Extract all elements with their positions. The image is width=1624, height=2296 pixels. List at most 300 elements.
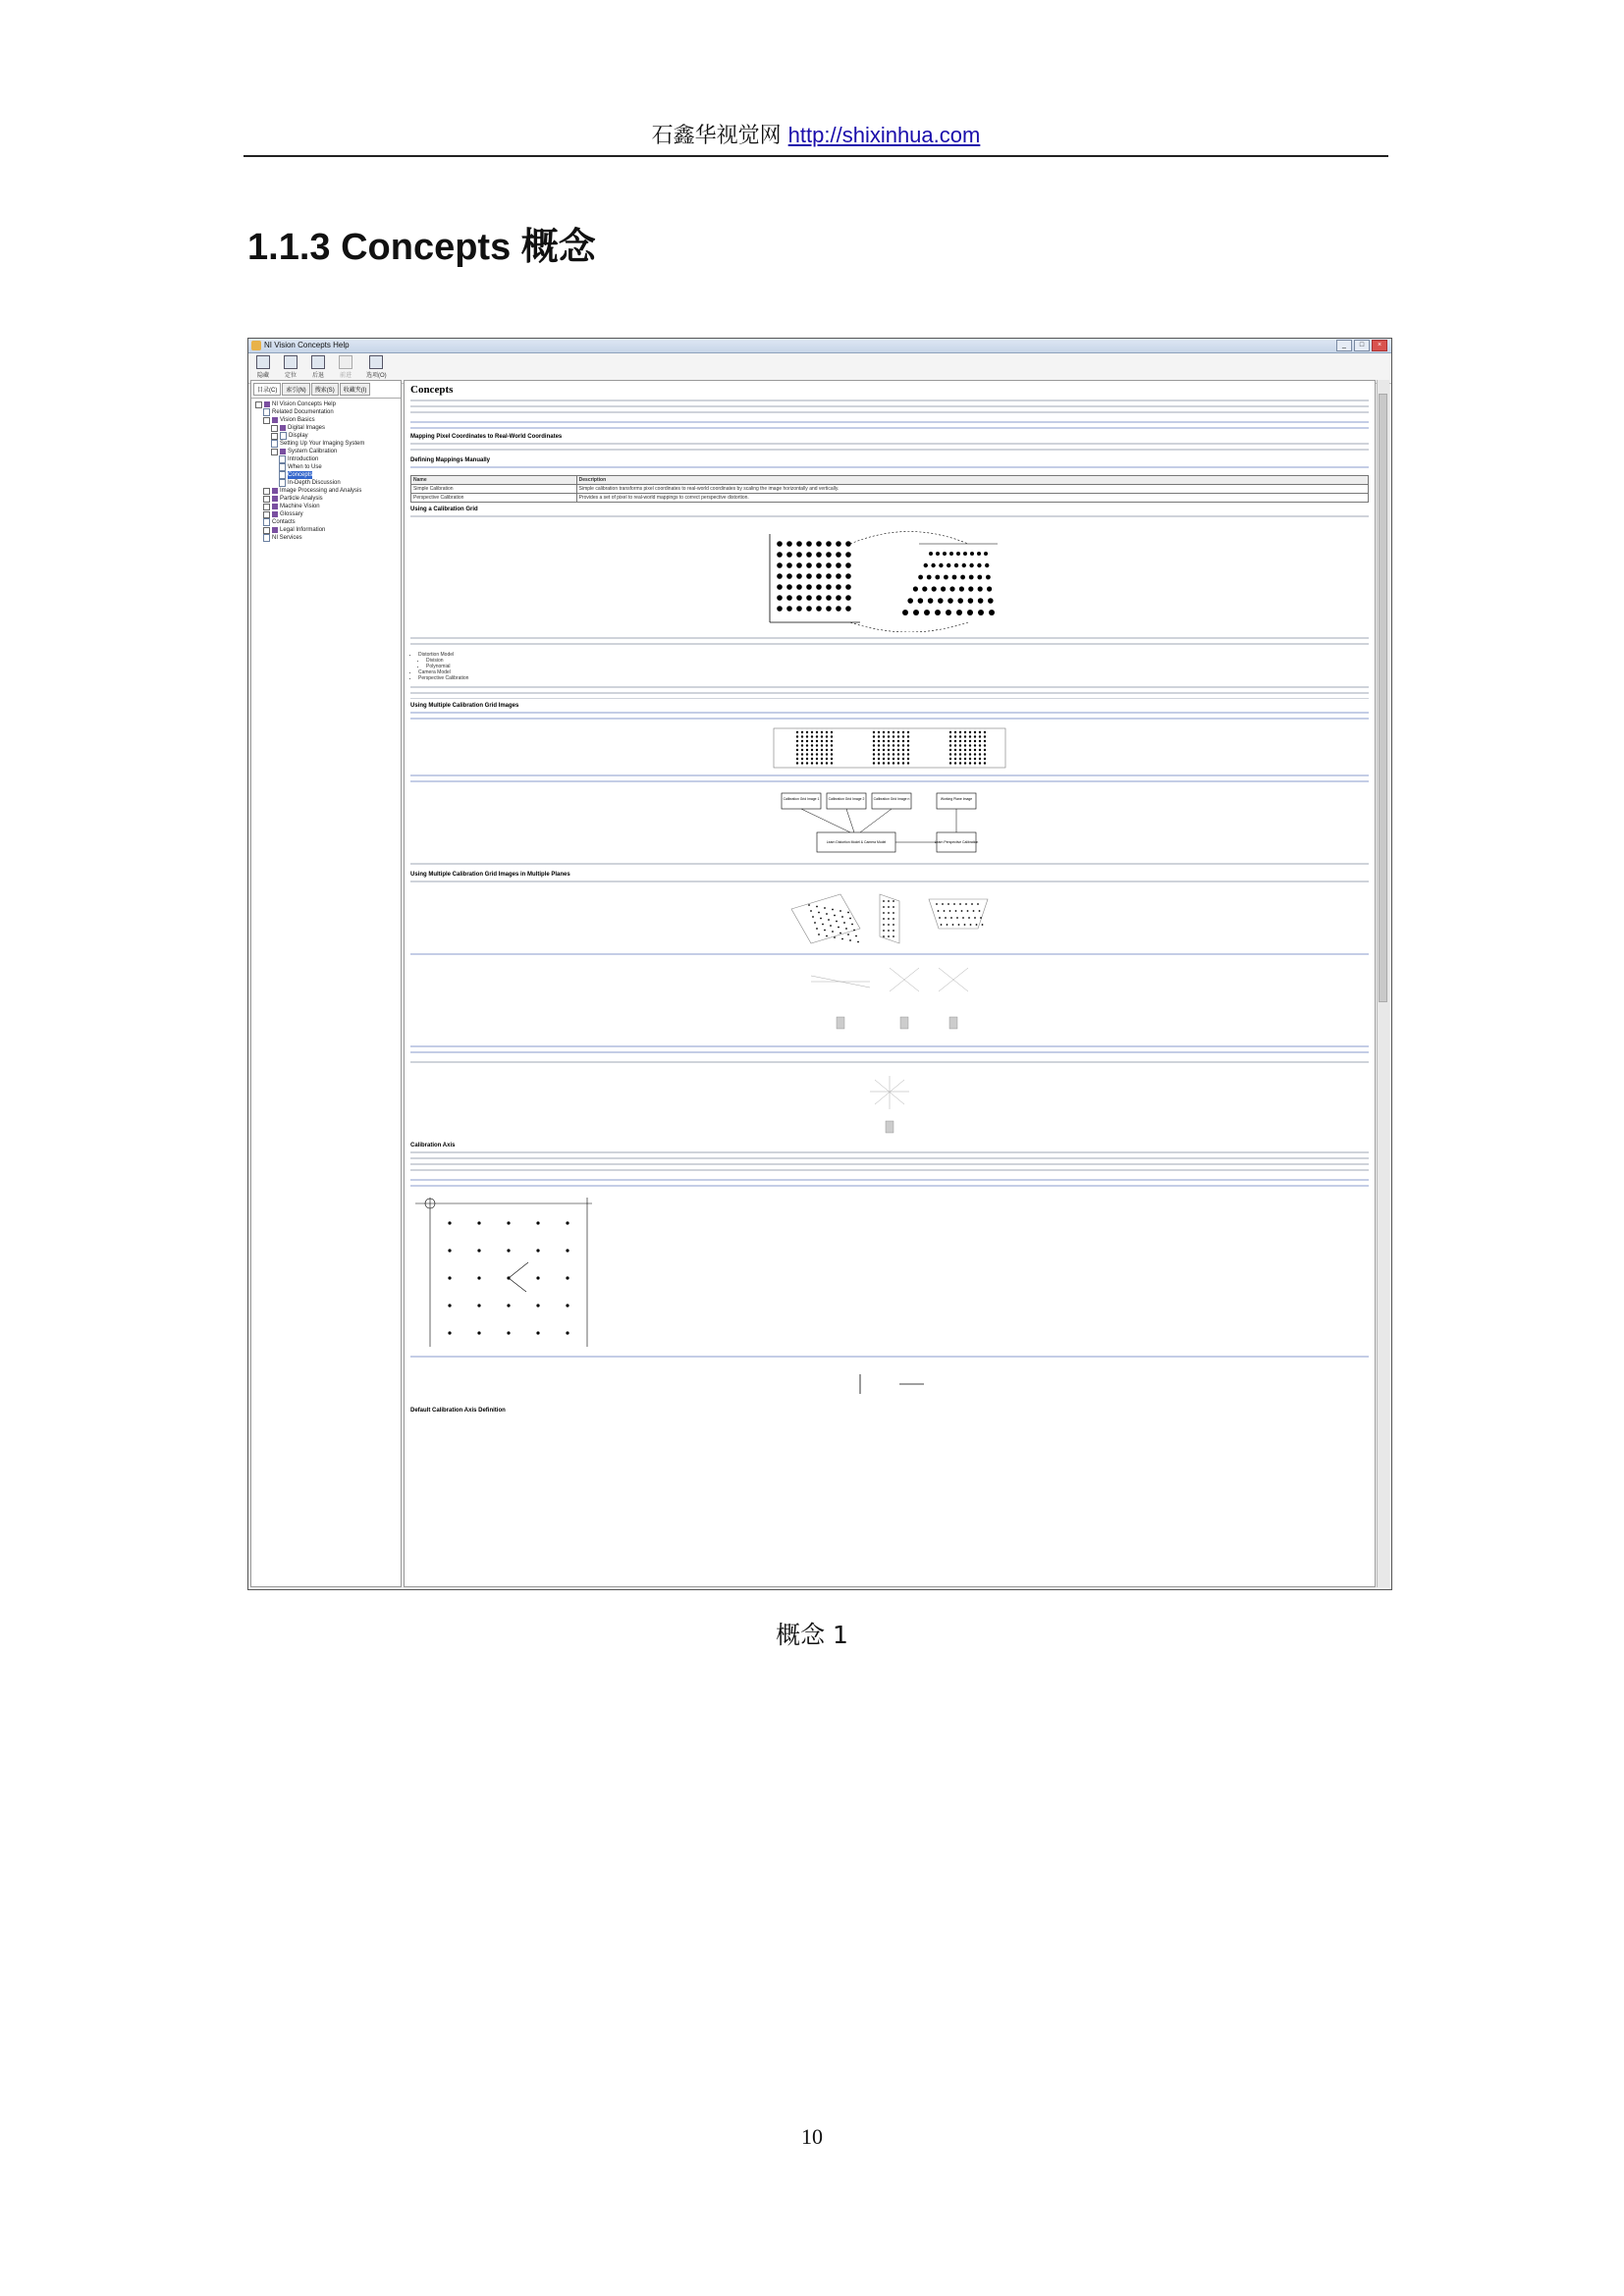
close-icon[interactable]: × xyxy=(1372,340,1387,351)
grid-dot xyxy=(968,598,974,604)
grid-dot xyxy=(927,575,932,580)
grid-dot xyxy=(821,762,823,764)
scrollbar-thumb[interactable] xyxy=(1379,394,1387,1002)
grid-dot xyxy=(816,606,822,612)
tree-item[interactable]: In-Depth Discussion xyxy=(255,479,397,487)
grid-dot xyxy=(849,918,851,920)
grid-dot xyxy=(969,758,971,760)
grid-dot xyxy=(777,584,783,590)
grid-dot xyxy=(796,584,802,590)
grid-dot xyxy=(954,762,956,764)
grid-dot xyxy=(878,762,880,764)
paragraph-placeholder xyxy=(410,1355,1369,1361)
grid-dot xyxy=(777,573,783,579)
site-name: 石鑫华视觉网 xyxy=(651,124,782,148)
grid-dot xyxy=(796,749,798,751)
grid-dot xyxy=(939,563,943,567)
grid-dot xyxy=(826,584,832,590)
grid-dot xyxy=(566,1249,568,1252)
grid-dot xyxy=(821,740,823,742)
grid-dot xyxy=(974,917,976,919)
grid-dot xyxy=(928,598,934,604)
grid-dot xyxy=(812,916,814,918)
hide-button[interactable]: 隐藏 xyxy=(256,355,270,381)
grid-dot xyxy=(969,762,971,764)
grid-dot xyxy=(878,753,880,755)
grid-dot xyxy=(801,744,803,746)
grid-dot xyxy=(964,740,966,742)
grid-dot xyxy=(811,740,813,742)
grid-dot xyxy=(922,586,927,591)
grid-dot xyxy=(979,735,981,737)
grid-dot xyxy=(907,740,909,742)
grid-dot xyxy=(979,740,981,742)
grid-dot xyxy=(888,735,890,737)
tree-item[interactable]: Glossary xyxy=(255,510,397,518)
grid-dot xyxy=(777,552,783,558)
grid-dot xyxy=(929,552,933,556)
grid-dot xyxy=(507,1249,510,1252)
grid-dot xyxy=(944,910,946,912)
tab-index[interactable]: 索引(N) xyxy=(282,383,309,396)
grid-dot xyxy=(806,762,808,764)
grid-dot xyxy=(888,906,890,908)
grid-dot xyxy=(801,762,803,764)
page-icon xyxy=(279,471,286,479)
grid-dot xyxy=(979,731,981,733)
grid-dot xyxy=(818,912,820,914)
grid-dot xyxy=(801,749,803,751)
tree-item[interactable]: Vision Basics xyxy=(255,416,397,424)
grid-dot xyxy=(826,731,828,733)
vertical-scrollbar[interactable] xyxy=(1377,380,1389,1587)
grid-dot xyxy=(883,900,885,902)
grid-dot xyxy=(786,552,792,558)
grid-dot xyxy=(888,935,890,937)
contents-tree xyxy=(251,399,401,544)
tree-item[interactable]: Display xyxy=(255,432,397,440)
grid-dot xyxy=(959,731,961,733)
book-icon xyxy=(272,496,278,502)
grid-dot xyxy=(448,1276,451,1279)
grid-dot xyxy=(956,610,962,615)
grid-dot xyxy=(847,912,849,914)
grid-dot xyxy=(954,758,956,760)
grid-dot xyxy=(942,903,944,905)
grid-dot xyxy=(839,910,841,912)
grid-dot xyxy=(964,753,966,755)
grid-dot xyxy=(826,595,832,601)
tree-item[interactable]: Legal Information xyxy=(255,526,397,534)
tree-item[interactable]: Introduction xyxy=(255,455,397,463)
grid-dot xyxy=(986,575,991,580)
grid-dot xyxy=(826,552,832,558)
app-icon xyxy=(251,341,261,350)
tab-contents[interactable]: 目录(C) xyxy=(253,383,281,396)
grid-dot xyxy=(893,740,894,742)
grid-dot xyxy=(878,740,880,742)
grid-dot xyxy=(949,749,951,751)
grid-dot xyxy=(786,573,792,579)
grid-dot xyxy=(806,758,808,760)
grid-dot xyxy=(969,753,971,755)
grid-dot xyxy=(984,740,986,742)
forward-button[interactable]: 前进 xyxy=(339,355,352,381)
grid-dot xyxy=(949,753,951,755)
grid-dot xyxy=(974,731,976,733)
grid-dot xyxy=(811,735,813,737)
tree-item[interactable]: Contacts xyxy=(255,518,397,526)
grid-dot xyxy=(888,731,890,733)
grid-dot xyxy=(507,1221,510,1224)
grid-dot xyxy=(949,731,951,733)
grid-dot xyxy=(830,925,832,927)
grid-dot xyxy=(979,910,981,912)
grid-dot xyxy=(821,735,823,737)
back-button[interactable]: 后退 xyxy=(311,355,325,381)
grid-dot xyxy=(902,758,904,760)
grid-dot xyxy=(806,744,808,746)
locate-button[interactable]: 定位 xyxy=(284,355,298,381)
grid-dot xyxy=(959,586,964,591)
grid-dot xyxy=(836,606,841,612)
section-title: 1.1.3 Concepts 概念 xyxy=(247,227,596,268)
grid-dot xyxy=(941,586,946,591)
heading-axis: Calibration Axis xyxy=(410,1143,456,1148)
figure-caption: 概念 1 xyxy=(776,1621,848,1649)
grid-dot xyxy=(836,921,838,923)
grid-dot xyxy=(931,563,935,567)
grid-dot xyxy=(883,762,885,764)
paragraph-placeholder xyxy=(410,952,1369,958)
grid-dot xyxy=(907,758,909,760)
book-icon xyxy=(272,504,278,509)
grid-dot xyxy=(954,753,956,755)
grid-dot xyxy=(477,1304,480,1307)
grid-dot xyxy=(883,918,885,920)
grid-dot xyxy=(806,595,812,601)
heading-grid: Using a Calibration Grid xyxy=(410,507,478,512)
grid-dot xyxy=(913,610,919,615)
grid-dot xyxy=(949,740,951,742)
site-link[interactable]: http://shixinhua.com xyxy=(787,123,981,147)
grid-dot xyxy=(853,930,855,932)
grid-dot xyxy=(959,749,961,751)
tree-item[interactable]: Particle Analysis xyxy=(255,495,397,503)
grid-dot xyxy=(831,749,833,751)
grid-dot xyxy=(818,934,820,935)
paragraph-placeholder xyxy=(410,420,1369,430)
grid-dot xyxy=(808,904,810,906)
grid-dot xyxy=(947,924,948,926)
grid-dot xyxy=(979,749,981,751)
grid-dot xyxy=(947,563,950,567)
grid-dot xyxy=(836,595,841,601)
grid-dot xyxy=(836,552,841,558)
list-item: • Division xyxy=(426,658,1369,664)
grid-dot xyxy=(949,744,951,746)
grid-dot xyxy=(806,573,812,579)
grid-dot xyxy=(883,740,885,742)
grid-dot xyxy=(897,758,899,760)
book-icon xyxy=(280,425,286,431)
paragraph-placeholder xyxy=(410,711,1369,722)
grid-dot xyxy=(979,744,981,746)
camera-angles-figure xyxy=(772,962,1007,1041)
grid-dot xyxy=(984,762,986,764)
grid-dot xyxy=(967,910,969,912)
grid-dot xyxy=(536,1221,539,1224)
tree-item[interactable]: NI Vision Concepts Help xyxy=(255,400,397,408)
grid-dot xyxy=(847,934,849,935)
grid-dot xyxy=(878,731,880,733)
paragraph-placeholder xyxy=(410,465,1369,471)
grid-dot xyxy=(945,917,947,919)
grid-dot xyxy=(826,762,828,764)
axis-directions-figure xyxy=(831,1364,948,1404)
grid-dot xyxy=(811,758,813,760)
grid-dot xyxy=(965,903,967,905)
grid-dot xyxy=(826,562,832,568)
grid-dot xyxy=(845,606,851,612)
grid-dot xyxy=(796,541,802,547)
grid-dot xyxy=(883,735,885,737)
grid-dot xyxy=(955,910,957,912)
grid-dot xyxy=(954,749,956,751)
book-icon xyxy=(280,449,286,454)
grid-dot xyxy=(821,731,823,733)
grid-dot xyxy=(831,753,833,755)
paragraph-placeholder xyxy=(410,1178,1369,1190)
grid-dot xyxy=(796,758,798,760)
flow-label: Calibration Grid Image n xyxy=(873,797,910,801)
grid-dot xyxy=(932,586,937,591)
topic-title: Concepts xyxy=(410,384,454,396)
grid-dot xyxy=(448,1221,451,1224)
grid-dot xyxy=(786,595,792,601)
grid-dot xyxy=(811,731,813,733)
heading-defining: Defining Mappings Manually xyxy=(410,457,491,463)
grid-dot xyxy=(984,731,986,733)
grid-dot xyxy=(873,731,875,733)
tree-item-selected[interactable]: Concepts xyxy=(255,471,397,479)
grid-dot xyxy=(956,917,958,919)
grid-dot xyxy=(836,573,841,579)
grid-dot xyxy=(811,762,813,764)
grid-dot xyxy=(826,935,828,937)
grid-dot xyxy=(878,749,880,751)
mappings-table xyxy=(410,475,1369,503)
grid-dot xyxy=(873,762,875,764)
tree-item[interactable]: NI Services xyxy=(255,534,397,542)
paragraph-placeholder xyxy=(410,399,1369,416)
grid-dot xyxy=(974,753,976,755)
grid-dot xyxy=(960,575,965,580)
page-icon xyxy=(280,432,287,440)
tree-item[interactable]: Related Documentation xyxy=(255,408,397,416)
grid-dot xyxy=(977,903,979,905)
grid-dot xyxy=(806,584,812,590)
grid-dot xyxy=(816,731,818,733)
tab-favorites[interactable]: 收藏夹(I) xyxy=(340,383,371,396)
grid-dot xyxy=(888,753,890,755)
grid-dot xyxy=(536,1331,539,1334)
tree-item[interactable]: System Calibration xyxy=(255,448,397,455)
grid-dot xyxy=(971,903,973,905)
grid-dot xyxy=(851,924,853,926)
multi-camera-figure xyxy=(772,1070,1007,1139)
grid-dot xyxy=(814,922,816,924)
grid-dot xyxy=(507,1304,510,1307)
grid-dot xyxy=(878,744,880,746)
grid-dot xyxy=(952,575,957,580)
grid-dot xyxy=(816,749,818,751)
grid-dot xyxy=(536,1249,539,1252)
grid-dot xyxy=(964,735,966,737)
grid-dot xyxy=(566,1221,568,1224)
grid-dot xyxy=(796,552,802,558)
grid-dot xyxy=(949,586,954,591)
grid-dot xyxy=(826,740,828,742)
grid-dot xyxy=(969,731,971,733)
grid-dot xyxy=(821,758,823,760)
grid-dot xyxy=(969,575,974,580)
grid-dot xyxy=(796,595,802,601)
grid-dot xyxy=(959,762,961,764)
grid-dot xyxy=(897,731,899,733)
grid-dot xyxy=(973,910,975,912)
grid-dot xyxy=(806,740,808,742)
grid-dot xyxy=(888,744,890,746)
tree-item[interactable]: Setting Up Your Imaging System xyxy=(255,440,397,448)
grid-dot xyxy=(841,916,843,918)
grid-dot xyxy=(949,758,951,760)
page-number: 10 xyxy=(801,2124,823,2149)
grid-dot xyxy=(536,1304,539,1307)
grid-dot xyxy=(883,912,885,914)
tree-item[interactable]: When to Use xyxy=(255,463,397,471)
grid-dot xyxy=(831,758,833,760)
grid-dot xyxy=(984,753,986,755)
grid-dot xyxy=(828,919,830,921)
grid-dot xyxy=(902,731,904,733)
paragraph-placeholder xyxy=(410,774,1369,785)
grid-dot xyxy=(448,1331,451,1334)
grid-dot xyxy=(888,930,890,932)
book-icon xyxy=(264,401,270,407)
list-item: • Distortion Model xyxy=(418,652,1369,658)
grid-dot xyxy=(796,562,802,568)
options-button[interactable]: 选项(O) xyxy=(366,355,387,381)
grid-dot xyxy=(902,744,904,746)
grid-dot xyxy=(959,744,961,746)
grid-dot xyxy=(816,762,818,764)
paragraph-placeholder xyxy=(410,1044,1369,1056)
navigation-pane xyxy=(250,380,402,1587)
grid-dot xyxy=(845,541,851,547)
grid-dot xyxy=(566,1276,568,1279)
grid-dot xyxy=(796,762,798,764)
grid-dot xyxy=(888,740,890,742)
grid-dot xyxy=(806,731,808,733)
calibration-axis-figure xyxy=(410,1194,597,1351)
grid-dot xyxy=(959,753,961,755)
grid-dot xyxy=(816,744,818,746)
list-item: • Polynomial xyxy=(426,664,1369,669)
tree-item[interactable]: Digital Images xyxy=(255,424,397,432)
grid-dot xyxy=(883,731,885,733)
book-icon xyxy=(272,527,278,533)
grid-dot xyxy=(888,912,890,914)
grid-dot xyxy=(831,735,833,737)
minimize-icon[interactable]: _ xyxy=(1336,340,1352,351)
forward-arrow-icon xyxy=(339,355,352,369)
grid-dot xyxy=(786,541,792,547)
page-header xyxy=(244,116,1388,157)
tab-search[interactable]: 搜索(S) xyxy=(311,383,339,396)
grid-dot xyxy=(796,753,798,755)
grid-dot xyxy=(959,903,961,905)
grid-dot xyxy=(883,744,885,746)
grid-dot xyxy=(918,598,924,604)
grid-dot xyxy=(826,753,828,755)
grid-dot xyxy=(902,735,904,737)
paragraph-placeholder xyxy=(410,685,1369,699)
options-list xyxy=(418,652,1369,681)
grid-dot xyxy=(954,744,956,746)
tree-item[interactable]: Machine Vision xyxy=(255,503,397,510)
grid-dot xyxy=(843,922,845,924)
grid-dot xyxy=(935,610,941,615)
grid-dot xyxy=(857,941,859,943)
grid-dot xyxy=(816,928,818,930)
grid-dot xyxy=(845,584,851,590)
grid-dot xyxy=(816,735,818,737)
grid-dot xyxy=(806,753,808,755)
grid-dot xyxy=(936,903,938,905)
grid-dot xyxy=(962,917,964,919)
grid-dot xyxy=(954,563,958,567)
page-icon xyxy=(279,455,286,463)
grid-dot xyxy=(796,740,798,742)
grid-dot xyxy=(801,731,803,733)
grid-dot xyxy=(970,924,972,926)
grid-dot xyxy=(893,918,894,920)
grid-dot xyxy=(832,909,834,911)
grid-dot xyxy=(961,910,963,912)
paragraph-placeholder xyxy=(410,442,1369,454)
grid-dot xyxy=(964,731,966,733)
grid-dot xyxy=(978,610,984,615)
maximize-icon[interactable]: □ xyxy=(1354,340,1370,351)
grid-dot xyxy=(883,935,885,937)
grid-dot xyxy=(566,1304,568,1307)
grid-dot xyxy=(811,749,813,751)
tree-item[interactable]: Image Processing and Analysis xyxy=(255,487,397,495)
grid-dot xyxy=(963,552,967,556)
grid-dot xyxy=(893,924,894,926)
grid-dot xyxy=(968,917,970,919)
grid-dot xyxy=(826,573,832,579)
page-icon xyxy=(279,463,286,471)
grid-dot xyxy=(888,758,890,760)
grid-dot xyxy=(893,753,894,755)
grid-dot xyxy=(883,758,885,760)
grid-dot xyxy=(796,606,802,612)
calibration-flow-diagram xyxy=(772,789,1007,858)
table-row: Simple Calibration Simple calibration transforms pixel coordinates to real-world coordinates by scaling the image horizontally and vertically. xyxy=(411,485,1369,494)
grid-dot xyxy=(893,900,894,902)
